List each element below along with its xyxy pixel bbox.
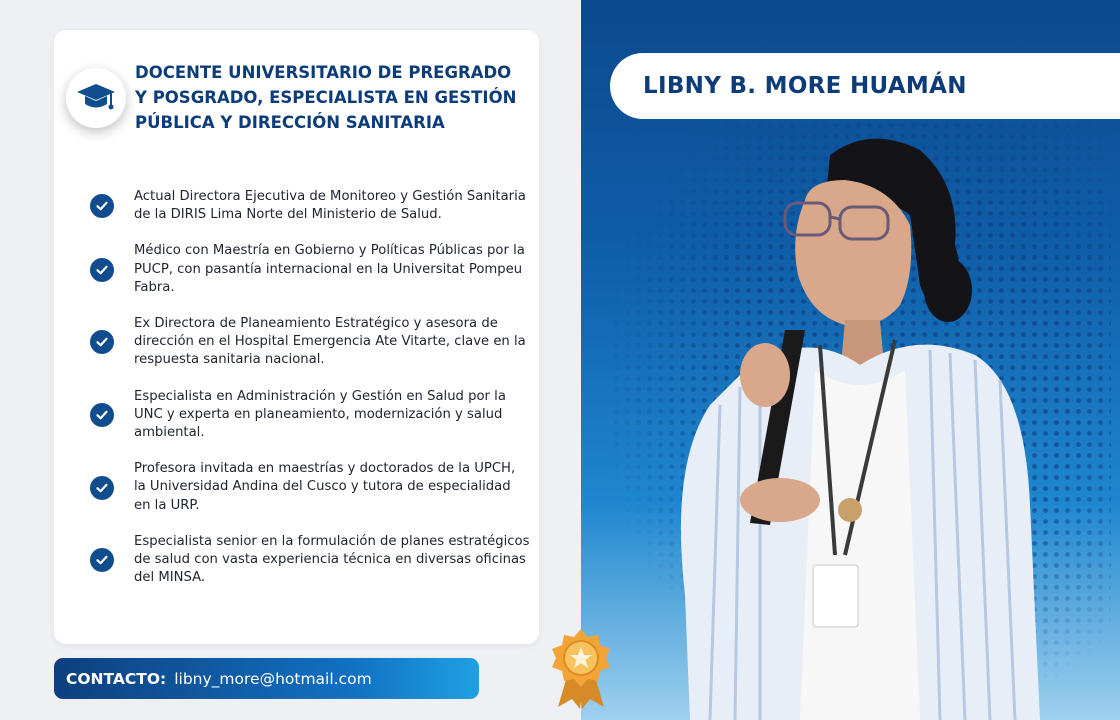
contact-label: CONTACTO: [66,669,167,688]
check-circle-icon [90,476,114,500]
check-circle-icon [90,548,114,572]
speaker-name: LIBNY B. MORE HUAMÁN [643,73,967,99]
headline: DOCENTE UNIVERSITARIO DE PREGRADO Y POSGRADO, ESPECIALISTA EN GESTIÓN PÚBLICA Y DIRECCIÓN SANITARIA [135,63,517,132]
contact-email-link[interactable]: libny_more@hotmail.com [174,669,372,688]
check-circle-icon [90,194,114,218]
profile-card [54,30,539,644]
list-item [90,188,530,224]
bullet-text: Especialista en Administración y Gestión en Salud por la UNC y experta en planeamiento, modernización y salud ambiental. [134,388,506,441]
bullet-text: Ex Directora de Planeamiento Estratégico y asesora de dirección en el Hospital Emergencia Ate Vitarte, clave en la respuesta sanitaria nacional. [134,316,526,368]
bullet-text: Profesora invitada en maestrías y doctorados de la UPCH, la Universidad Andina del Cusco y tutora de especialidad en la URP. [134,461,516,513]
list-item [90,460,530,515]
list-item [90,533,530,588]
list-item [90,242,530,297]
bullet-text: Especialista senior en la formulación de planes estratégicos de salud con vasta experiencia técnica en diversas oficinas del MINSA. [134,533,530,586]
bullet-list [90,188,530,605]
bullet-text: Actual Directora Ejecutiva de Monitoreo y Gestión Sanitaria de la DIRIS Lima Norte del Ministerio de Salud. [134,189,526,223]
medal-star-icon [548,627,614,709]
contact-banner [54,658,479,699]
check-circle-icon [90,403,114,427]
check-circle-icon [90,330,114,354]
speaker-photo [630,125,1050,720]
list-item [90,315,530,370]
name-banner [610,53,1120,119]
list-item [90,388,530,443]
graduation-cap-icon [66,68,126,128]
check-circle-icon [90,258,114,282]
bullet-text: Médico con Maestría en Gobierno y Políticas Públicas por la PUCP, con pasantía internacional en la Universitat Pompeu Fabra. [134,243,525,295]
